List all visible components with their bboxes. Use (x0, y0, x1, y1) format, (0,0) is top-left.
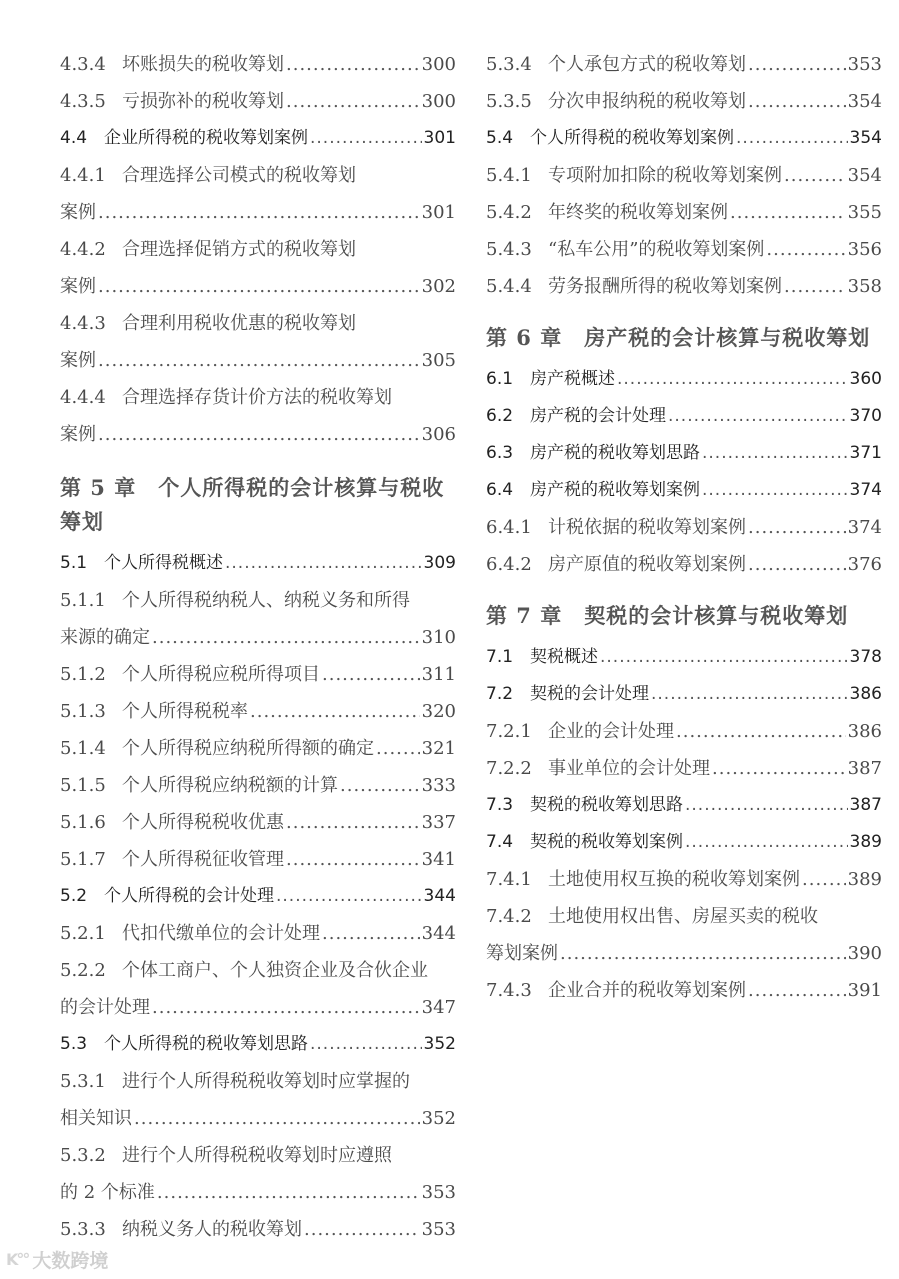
toc-entry (60, 915, 456, 952)
section-number: 4.4.3 (60, 313, 106, 334)
page-number: 376 (847, 554, 882, 575)
toc-entry-first-line (60, 1137, 456, 1174)
page-number: 302 (421, 276, 456, 297)
section-title: 合理选择公司模式的税收筹划 (122, 165, 356, 186)
section-number: 4.4.1 (60, 165, 106, 186)
leader-dots (676, 713, 846, 750)
page-number: 309 (423, 553, 456, 573)
section-number: 7.3 (486, 795, 514, 815)
leader-dots (152, 619, 420, 656)
section-number: 5.3.1 (60, 1071, 106, 1092)
section-title: 个人所得税纳税人、纳税义务和所得 (122, 590, 410, 611)
section-title: 进行个人所得税税收筹划时应遵照 (122, 1145, 392, 1166)
section-number: 7.2.2 (486, 758, 532, 779)
section-title: 个人承包方式的税收筹划 (548, 54, 746, 75)
section-title-cont: 案例 (60, 424, 96, 445)
section-title-cont: 的会计处理 (60, 997, 150, 1018)
section-title-cont: 案例 (60, 350, 96, 371)
section-number: 5.1 (60, 553, 88, 573)
section-number: 7.4.1 (486, 869, 532, 890)
section-number: 5.1.3 (60, 701, 106, 722)
chapter-number: 第 5 章 (60, 475, 137, 500)
section-number: 6.3 (486, 443, 514, 463)
leader-dots (702, 435, 848, 472)
toc-entry (486, 509, 882, 546)
toc-entry (486, 231, 882, 268)
section-title: 坏账损失的税收筹划 (122, 54, 284, 75)
toc-entry (486, 361, 882, 398)
page-number: 354 (847, 91, 882, 112)
section-title: 劳务报酬所得的税收筹划案例 (548, 276, 782, 297)
section-title-cont: 案例 (60, 276, 96, 297)
leader-dots (98, 268, 420, 305)
toc-entry (60, 46, 456, 83)
section-title: 纳税义务人的税收筹划 (122, 1219, 302, 1240)
page-number: 320 (421, 701, 456, 722)
page-number: 341 (421, 849, 456, 870)
section-title: 亏损弥补的税收筹划 (122, 91, 284, 112)
leader-dots (322, 915, 420, 952)
leader-dots (748, 546, 846, 583)
toc-entry-continuation (60, 1100, 456, 1137)
leader-dots (748, 83, 846, 120)
toc-entry (486, 435, 882, 472)
page-number: 347 (421, 997, 456, 1018)
toc-entry (486, 157, 882, 194)
page-number: 300 (421, 91, 456, 112)
section-number: 5.4.4 (486, 276, 532, 297)
page-number: 391 (847, 980, 882, 1001)
page-number: 389 (849, 832, 882, 852)
toc-entry (60, 841, 456, 878)
section-number: 5.1.4 (60, 738, 106, 759)
toc-entry (60, 656, 456, 693)
section-title: 个人所得税的税收筹划案例 (530, 128, 734, 148)
section-number: 5.4.2 (486, 202, 532, 223)
page-number: 354 (847, 165, 882, 186)
section-number: 7.2.1 (486, 721, 532, 742)
page-number: 374 (847, 517, 882, 538)
page-number: 301 (421, 202, 456, 223)
page-number: 386 (849, 684, 882, 704)
leader-dots (748, 46, 846, 83)
toc-entry-continuation (60, 1174, 456, 1211)
page-number: 360 (849, 369, 882, 389)
leader-dots (152, 989, 420, 1026)
section-number: 7.2 (486, 684, 514, 704)
leader-dots (322, 656, 420, 693)
toc-entry-first-line (60, 157, 456, 194)
toc-entry (486, 750, 882, 787)
leader-dots (286, 841, 420, 878)
page-number: 353 (421, 1219, 456, 1240)
section-number: 5.1.2 (60, 664, 106, 685)
page-number: 333 (421, 775, 456, 796)
toc-entry-continuation (60, 194, 456, 231)
toc-entry-continuation (60, 416, 456, 453)
section-number: 6.4.2 (486, 554, 532, 575)
section-title: 房产税的会计处理 (530, 406, 666, 426)
page-number: 371 (849, 443, 882, 463)
section-title: 个人所得税的会计处理 (104, 886, 274, 906)
section-title: 土地使用权出售、房屋买卖的税收 (548, 906, 818, 927)
section-number: 5.3.3 (60, 1219, 106, 1240)
section-title: 企业所得税的税收筹划案例 (104, 128, 308, 148)
toc-entry-first-line (60, 305, 456, 342)
section-number: 5.1.1 (60, 590, 106, 611)
section-title: 房产税的税收筹划案例 (530, 480, 700, 500)
leader-dots (286, 83, 420, 120)
section-title: 个人所得税概述 (104, 553, 223, 573)
section-title: 个人所得税应税所得项目 (122, 664, 320, 685)
page-number: 378 (849, 647, 882, 667)
toc-entry (60, 83, 456, 120)
section-number: 7.4.2 (486, 906, 532, 927)
page-number: 311 (421, 664, 456, 685)
toc-entry (486, 824, 882, 861)
section-title: 专项附加扣除的税收筹划案例 (548, 165, 782, 186)
section-title: 契税的税收筹划思路 (530, 795, 683, 815)
page-number: 355 (847, 202, 882, 223)
leader-dots (310, 120, 422, 157)
section-title: 个体工商户、个人独资企业及合伙企业 (122, 960, 428, 981)
watermark-text: 大数跨境 (32, 1250, 109, 1272)
toc-entry (60, 1211, 456, 1248)
leader-dots (98, 416, 420, 453)
leader-dots (617, 361, 848, 398)
leader-dots (560, 935, 846, 972)
section-title: 契税的会计处理 (530, 684, 649, 704)
chapter-title-cont: 筹划 (60, 509, 104, 534)
page-number: 352 (421, 1108, 456, 1129)
leader-dots (286, 804, 420, 841)
chapter-title: 个人所得税的会计核算与税收 (158, 475, 445, 500)
page-number: 387 (847, 758, 882, 779)
chapter-number: 第 6 章 (486, 325, 563, 350)
leader-dots (225, 545, 422, 582)
toc-entry (486, 268, 882, 305)
section-title: 企业合并的税收筹划案例 (548, 980, 746, 1001)
section-title: 年终奖的税收筹划案例 (548, 202, 728, 223)
toc-entry-continuation (60, 342, 456, 379)
section-title: 个人所得税税收优惠 (122, 812, 284, 833)
toc-entry-first-line (60, 231, 456, 268)
chapter-title: 房产税的会计核算与税收筹划 (584, 325, 871, 350)
toc-entry (486, 676, 882, 713)
page-number: 374 (849, 480, 882, 500)
page-number: 353 (847, 54, 882, 75)
section-title: 土地使用权互换的税收筹划案例 (548, 869, 800, 890)
section-title: 合理选择存货计价方法的税收筹划 (122, 387, 392, 408)
leader-dots (730, 194, 846, 231)
leader-dots (286, 46, 420, 83)
toc-entry (60, 1026, 456, 1063)
section-title: 进行个人所得税税收筹划时应掌握的 (122, 1071, 410, 1092)
page-number: 310 (421, 627, 456, 648)
page-number: 306 (421, 424, 456, 445)
leader-dots (802, 861, 846, 898)
leader-dots (685, 824, 848, 861)
section-number: 5.1.5 (60, 775, 106, 796)
leader-dots (600, 639, 848, 676)
page-number: 344 (423, 886, 456, 906)
section-title-cont: 案例 (60, 202, 96, 223)
watermark-logo-icon: K°° (6, 1250, 29, 1269)
page-number: 353 (421, 1182, 456, 1203)
section-number: 6.1 (486, 369, 514, 389)
section-title: 合理利用税收优惠的税收筹划 (122, 313, 356, 334)
chapter-heading (60, 471, 456, 539)
toc-entry (486, 639, 882, 676)
toc-entry (486, 194, 882, 231)
page-number: 337 (421, 812, 456, 833)
section-number: 6.2 (486, 406, 514, 426)
section-number: 5.3.2 (60, 1145, 106, 1166)
toc-entry-first-line (60, 952, 456, 989)
section-number: 5.2.2 (60, 960, 106, 981)
toc-entry (486, 861, 882, 898)
toc-entry-continuation (60, 989, 456, 1026)
leader-dots (784, 268, 846, 305)
leader-dots (98, 342, 420, 379)
section-title: 房产税的税收筹划思路 (530, 443, 700, 463)
section-number: 7.4 (486, 832, 514, 852)
page-number: 305 (421, 350, 456, 371)
toc-entry (486, 787, 882, 824)
toc-entry (486, 120, 882, 157)
section-number: 7.1 (486, 647, 514, 667)
section-number: 5.2 (60, 886, 88, 906)
chapter-number: 第 7 章 (486, 603, 563, 628)
page-number: 386 (847, 721, 882, 742)
section-number: 5.2.1 (60, 923, 106, 944)
toc-entry-continuation (60, 619, 456, 656)
section-number: 5.1.6 (60, 812, 106, 833)
leader-dots (702, 472, 848, 509)
page-number: 300 (421, 54, 456, 75)
section-number: 5.4.3 (486, 239, 532, 260)
page-number: 356 (847, 239, 882, 260)
leader-dots (157, 1174, 420, 1211)
section-number: 5.3.5 (486, 91, 532, 112)
toc-entry (60, 804, 456, 841)
toc-entry-continuation (486, 935, 882, 972)
section-number: 5.4.1 (486, 165, 532, 186)
leader-dots (98, 194, 420, 231)
section-number: 5.3.4 (486, 54, 532, 75)
section-number: 4.4 (60, 128, 88, 148)
page-number: 354 (849, 128, 882, 148)
toc-entry (60, 693, 456, 730)
page-number: 344 (421, 923, 456, 944)
leader-dots (784, 157, 846, 194)
toc-entry (486, 472, 882, 509)
toc-entry (60, 878, 456, 915)
toc-entry (60, 120, 456, 157)
section-number: 4.4.2 (60, 239, 106, 260)
section-title: 个人所得税应纳税所得额的确定 (122, 738, 374, 759)
toc-entry-first-line (60, 1063, 456, 1100)
leader-dots (376, 730, 420, 767)
toc-entry (486, 972, 882, 1009)
section-title: 契税的税收筹划案例 (530, 832, 683, 852)
leader-dots (134, 1100, 420, 1137)
section-title: 企业的会计处理 (548, 721, 674, 742)
page-number: 370 (849, 406, 882, 426)
leader-dots (310, 1026, 422, 1063)
section-number: 4.3.5 (60, 91, 106, 112)
page-number: 352 (423, 1034, 456, 1054)
leader-dots (668, 398, 848, 435)
section-title: 事业单位的会计处理 (548, 758, 710, 779)
toc-entry (60, 730, 456, 767)
section-number: 4.4.4 (60, 387, 106, 408)
section-title: 合理选择促销方式的税收筹划 (122, 239, 356, 260)
section-title: 房产税概述 (530, 369, 615, 389)
toc-entry (486, 398, 882, 435)
section-title-cont: 筹划案例 (486, 943, 558, 964)
toc-right-column (486, 46, 882, 1009)
leader-dots (651, 676, 848, 713)
toc-entry (486, 713, 882, 750)
toc-left-column (60, 46, 456, 1248)
section-title: 分次申报纳税的税收筹划 (548, 91, 746, 112)
toc-entry (60, 767, 456, 804)
page-number: 358 (847, 276, 882, 297)
toc-entry (486, 46, 882, 83)
leader-dots (304, 1211, 420, 1248)
toc-entry-first-line (486, 898, 882, 935)
section-title: 个人所得税的税收筹划思路 (104, 1034, 308, 1054)
watermark (6, 1246, 108, 1273)
page-number: 390 (847, 943, 882, 964)
section-title-cont: 相关知识 (60, 1108, 132, 1129)
toc-entry (486, 546, 882, 583)
page-number: 321 (421, 738, 456, 759)
leader-dots (736, 120, 848, 157)
section-number: 4.3.4 (60, 54, 106, 75)
leader-dots (276, 878, 422, 915)
toc-entry-continuation (60, 268, 456, 305)
section-title: 契税概述 (530, 647, 598, 667)
leader-dots (748, 509, 846, 546)
chapter-heading (486, 599, 882, 633)
section-title: 房产原值的税收筹划案例 (548, 554, 746, 575)
chapter-heading (486, 321, 882, 355)
leader-dots (748, 972, 846, 1009)
section-number: 6.4.1 (486, 517, 532, 538)
toc-entry (486, 83, 882, 120)
toc-entry-first-line (60, 379, 456, 416)
page-number: 387 (849, 795, 882, 815)
leader-dots (250, 693, 420, 730)
chapter-title: 契税的会计核算与税收筹划 (584, 603, 849, 628)
section-number: 5.3 (60, 1034, 88, 1054)
page-number: 389 (847, 869, 882, 890)
section-number: 6.4 (486, 480, 514, 500)
section-number: 5.1.7 (60, 849, 106, 870)
page-number: 301 (423, 128, 456, 148)
section-title: 计税依据的税收筹划案例 (548, 517, 746, 538)
section-title-cont: 的 2 个标准 (60, 1182, 155, 1203)
section-number: 7.4.3 (486, 980, 532, 1001)
section-title: 代扣代缴单位的会计处理 (122, 923, 320, 944)
section-title-cont: 来源的确定 (60, 627, 150, 648)
leader-dots (685, 787, 848, 824)
section-title: “私车公用”的税收筹划案例 (548, 239, 765, 260)
leader-dots (340, 767, 420, 804)
section-number: 5.4 (486, 128, 514, 148)
section-title: 个人所得税应纳税额的计算 (122, 775, 338, 796)
section-title: 个人所得税税率 (122, 701, 248, 722)
toc-entry (60, 545, 456, 582)
toc-entry-first-line (60, 582, 456, 619)
leader-dots (712, 750, 846, 787)
leader-dots (766, 231, 845, 268)
section-title: 个人所得税征收管理 (122, 849, 284, 870)
